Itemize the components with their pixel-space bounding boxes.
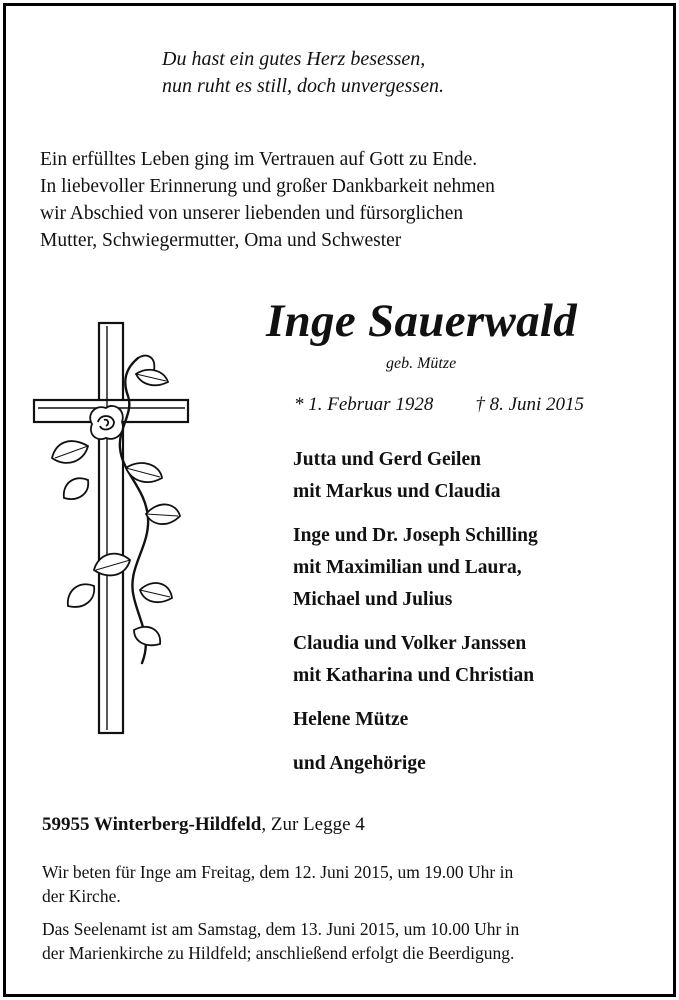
mourner-line: Inge und Dr. Joseph Schilling	[293, 525, 538, 546]
mourner-line: mit Markus und Claudia	[293, 481, 501, 502]
mourner-line: Michael und Julius	[293, 589, 453, 610]
intro-line-1: Ein erfülltes Leben ging im Vertrauen auf Gott zu Ende.	[40, 149, 478, 170]
prayer-line-2: der Kirche.	[42, 886, 121, 906]
mourner-line: mit Katharina und Christian	[293, 665, 535, 686]
death-date: † 8. Juni 2015	[475, 394, 585, 415]
maiden-name: geb. Mütze	[386, 355, 457, 372]
mourner-group	[293, 748, 653, 780]
mourner-group	[293, 520, 653, 616]
requiem-line-1: Das Seelenamt ist am Samstag, dem 13. Juni 2015, um 10.00 Uhr in	[42, 919, 520, 939]
mourners-list	[293, 444, 653, 792]
mourner-line: Jutta und Gerd Geilen	[293, 449, 481, 470]
prayer-notice	[42, 860, 642, 908]
address-street: , Zur Legge 4	[261, 814, 365, 835]
motto-verse	[162, 46, 562, 100]
mourner-line: Helene Mütze	[293, 709, 409, 730]
birth-date: * 1. Februar 1928	[294, 394, 434, 415]
motto-line-2: nun ruht es still, doch unvergessen.	[162, 75, 445, 97]
mourner-line: Claudia und Volker Janssen	[293, 633, 527, 654]
intro-line-2: In liebevoller Erinnerung und großer Dankbarkeit nehmen	[40, 176, 495, 197]
cross-vertical-beam	[99, 323, 123, 733]
intro-line-4: Mutter, Schwiegermutter, Oma und Schwester	[40, 230, 402, 251]
family-address	[42, 814, 642, 836]
requiem-line-2: der Marienkirche zu Hildfeld; anschließend erfolgt die Beerdigung.	[42, 943, 515, 963]
mourner-group	[293, 704, 653, 736]
mourner-line: und Angehörige	[293, 753, 426, 774]
mourner-group	[293, 628, 653, 692]
address-city: 59955 Winterberg-Hildfeld	[42, 814, 262, 835]
requiem-notice	[42, 917, 642, 965]
intro-text	[40, 146, 640, 254]
mourner-group	[293, 444, 653, 508]
prayer-line-1: Wir beten für Inge am Freitag, dem 12. Juni 2015, um 19.00 Uhr in	[42, 862, 514, 882]
rose-bloom	[90, 406, 123, 439]
life-dates	[294, 394, 624, 416]
deceased-name: Inge Sauerwald	[266, 295, 578, 347]
mourner-line: mit Maximilian und Laura,	[293, 557, 522, 578]
motto-line-1: Du hast ein gutes Herz besessen,	[162, 48, 426, 70]
intro-line-3: wir Abschied von unserer liebenden und fürsorglichen	[40, 203, 464, 224]
cross-with-rose-icon	[30, 318, 190, 738]
